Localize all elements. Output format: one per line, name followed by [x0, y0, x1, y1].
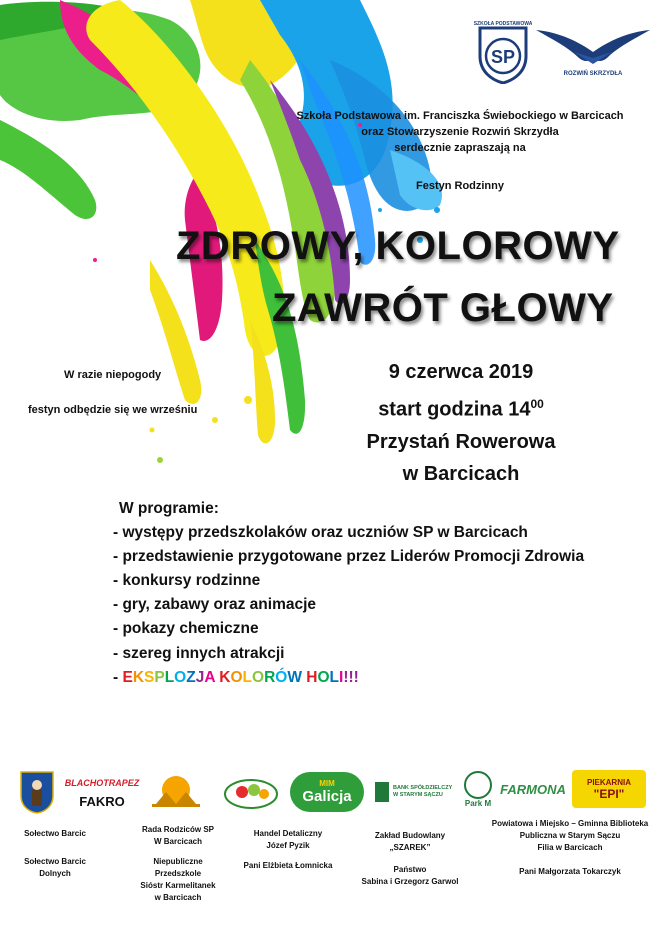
program-heading: W programie:	[119, 500, 219, 517]
mlm-galicja-logo	[290, 772, 364, 812]
sponsor-col-5	[472, 818, 668, 878]
holi-letter: O	[317, 668, 330, 686]
sponsor-lomnicka: Pani Elżbieta Łomnicka	[243, 861, 333, 870]
holi-letter: J	[195, 668, 205, 686]
sponsor-tokarczyk: Pani Małgorzata Tokarczyk	[519, 867, 621, 876]
galicja-label: Galicja	[302, 788, 352, 805]
rada-rodzicow-logo	[146, 768, 206, 812]
sponsor-solectwo-barcic: Sołectwo Barcic	[24, 829, 86, 838]
holi-letter: A	[204, 668, 215, 686]
title-line-2: ZAWRÓT GŁOWY	[272, 286, 614, 330]
sponsor-biblioteka-1: Powiatowa i Miejsko – Gminna Biblioteka	[491, 819, 649, 828]
intro-text	[260, 108, 660, 156]
piekarnia-epi-logo	[572, 770, 646, 808]
event-start-minutes: 00	[530, 397, 544, 411]
sp-initials: SP	[490, 47, 516, 67]
blachotrapez-label: BLACHOTRAPEZ	[64, 777, 140, 788]
holi-letter: O	[252, 668, 265, 686]
park-m-label: Park M	[464, 798, 492, 808]
holi-letter: !!!	[343, 668, 359, 686]
sponsor-col-3	[236, 828, 340, 872]
holi-letter: Z	[186, 668, 196, 686]
title-line-1: ZDROWY, KOLOROWY	[176, 224, 620, 268]
holi-letter: L	[242, 668, 252, 686]
program-section	[113, 497, 584, 690]
piekarnia-label: PIEKARNIA	[586, 777, 631, 787]
event-start	[346, 388, 576, 426]
association-logo	[534, 22, 652, 80]
sponsor-col-2	[130, 824, 226, 904]
coat-of-arms-icon	[19, 770, 55, 814]
handel-pyzik-logo	[220, 768, 282, 812]
sun-houses-icon	[146, 768, 206, 812]
event-place-2: w Barcicach	[402, 462, 520, 485]
holi-letter: O	[174, 668, 187, 686]
sponsor-solectwo-barcic-dolnych-1: Sołectwo Barcic	[24, 857, 86, 866]
association-logo-text: ROZWIŃ SKRZYDŁA	[563, 71, 623, 77]
holi-letter: O	[230, 668, 243, 686]
epi-label: "EPI"	[593, 786, 625, 801]
sponsor-col-4	[352, 830, 468, 888]
bank-icon	[375, 782, 389, 802]
sponsor-col-1	[20, 828, 90, 880]
holi-letter: I	[339, 668, 344, 686]
program-item: - przedstawienie przygotowane przez Liderów Promocji Zdrowia	[113, 548, 585, 566]
park-m-leaf-icon	[464, 771, 492, 799]
barcice-coat-of-arms	[19, 770, 55, 814]
sponsor-handel-1: Handel Detaliczny	[253, 829, 323, 838]
holi-letter: P	[154, 668, 165, 686]
sponsor-zaklad-1: Zakład Budowlany	[374, 831, 446, 840]
holi-letter: H	[306, 668, 318, 686]
fruit-basket-icon	[220, 768, 282, 812]
program-item-holi	[113, 666, 584, 690]
bank-spoldzielczy-logo	[374, 776, 454, 808]
sponsor-rada-rodzicow-2: W Barcicach	[153, 837, 203, 846]
sponsor-przedszkole-1: Niepubliczne Przedszkole	[153, 857, 203, 878]
intro-line-3: serdecznie zapraszają na	[394, 142, 526, 154]
program-item: - konkursy rodzinne	[113, 572, 261, 590]
program-item-holi-prefix: -	[113, 668, 123, 686]
holi-letter: K	[219, 668, 231, 686]
holi-letter: S	[144, 668, 155, 686]
sponsor-handel-2: Józef Pyzik	[266, 841, 310, 850]
wings-icon	[534, 22, 652, 80]
sp-school-crest-icon	[474, 18, 532, 84]
program-item: - występy przedszkolaków oraz uczniów SP w Barcicach	[113, 524, 528, 542]
sponsor-garwol-2: Sabina i Grzegorz Garwol	[361, 877, 459, 886]
blachotrapez-fakro-logo	[66, 770, 138, 816]
event-start-text: start godzina 14	[378, 398, 531, 421]
sponsor-solectwo-barcic-dolnych-2: Dolnych	[39, 869, 71, 878]
program-item: - gry, zabawy oraz animacje	[113, 596, 317, 614]
park-m-logo	[458, 766, 498, 812]
intro-line-1: Szkoła Podstawowa im. Franciszka Świebockiego w Barcicach	[296, 110, 624, 122]
school-logo	[474, 18, 532, 84]
farmona-logo	[500, 772, 566, 806]
holi-letter: E	[122, 668, 133, 686]
program-item: - pokazy chemiczne	[113, 620, 259, 638]
weather-note-line-2: festyn odbędzie się we wrześniu	[28, 404, 198, 416]
weather-note-line-1: W razie niepogody	[64, 369, 162, 381]
fakro-label: FAKRO	[79, 793, 125, 809]
event-details	[346, 356, 576, 490]
sponsor-biblioteka-2: Publiczna w Starym Sączu	[519, 831, 621, 840]
sponsor-zaklad-2: „SZAREK”	[389, 843, 431, 852]
intro-line-2: oraz Stowarzyszenie Rozwiń Skrzydła	[361, 126, 559, 138]
holi-letter: L	[164, 668, 175, 686]
sponsor-rada-rodzicow-1: Rada Rodziców SP	[141, 825, 214, 834]
holi-explosion-text	[122, 669, 358, 686]
bank-label: BANK SPÓŁDZIELCZY W STARYM SĄCZU	[393, 785, 453, 798]
event-type: Festyn Rodzinny	[415, 180, 504, 192]
holi-letter: L	[329, 668, 340, 686]
holi-letter: K	[132, 668, 145, 686]
event-date: 9 czerwca 2019	[388, 361, 534, 383]
holi-letter: Ó	[275, 668, 288, 686]
event-place-1: Przystań Rowerowa	[366, 430, 556, 453]
sponsor-przedszkole-2: Sióstr Karmelitanek	[140, 881, 216, 890]
farmona-label: FARMONA	[500, 781, 566, 797]
mlm-label: MIM	[319, 779, 335, 788]
program-item: - szereg innych atrakcji	[113, 644, 285, 662]
sponsor-biblioteka-3: Filia w Barcicach	[537, 843, 603, 852]
holi-letter: R	[264, 668, 276, 686]
sponsor-przedszkole-3: w Barcicach	[154, 893, 202, 902]
school-logo-text: SZKOŁA PODSTAWOWA	[474, 21, 532, 27]
holi-letter: W	[287, 668, 302, 686]
sponsor-garwol-1: Państwo	[393, 865, 427, 874]
